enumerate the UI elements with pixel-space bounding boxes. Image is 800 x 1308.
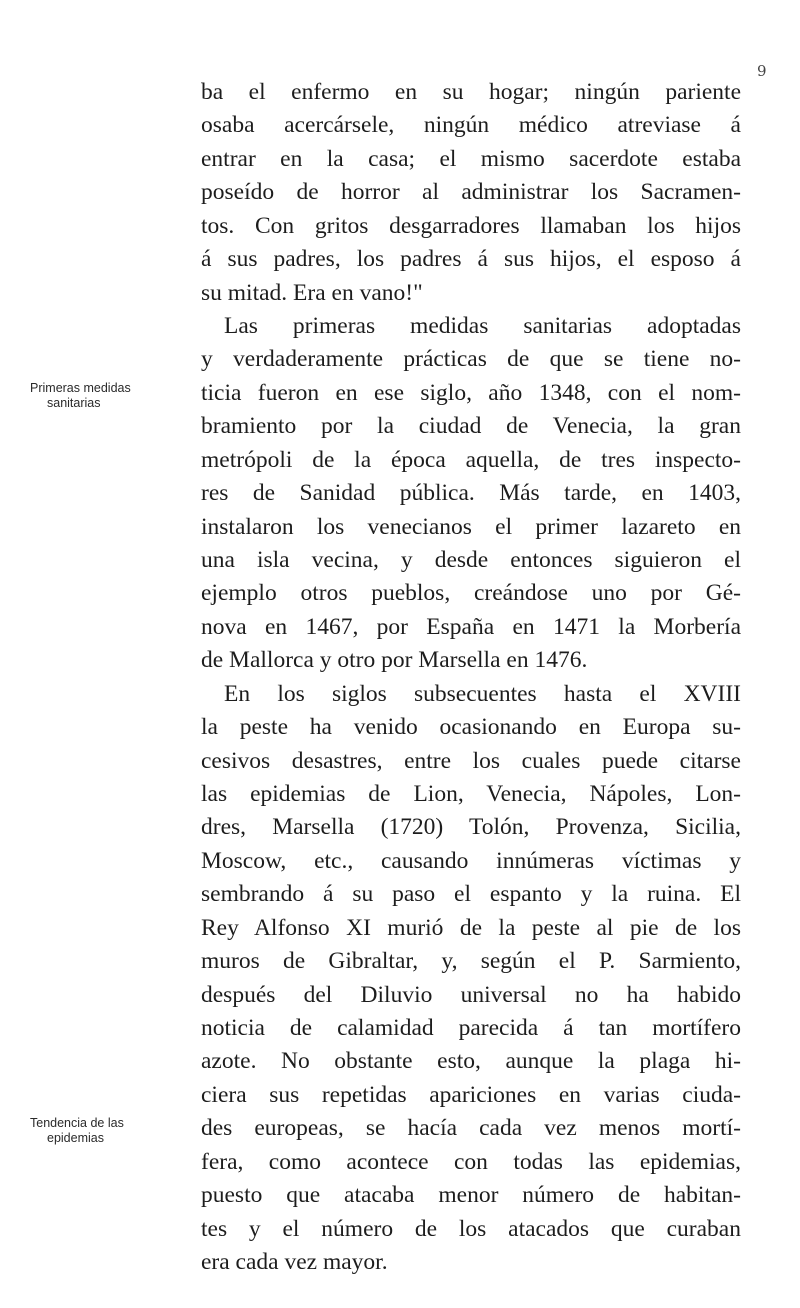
- text-line: tes y el número de los atacados que curaban: [201, 1215, 741, 1242]
- margin-note-primeras-medidas: [30, 381, 210, 411]
- text-line: res de Sanidad pública. Más tarde, en 1403,: [201, 480, 741, 507]
- text-line: una isla vecina, y desde entonces siguieron el: [201, 547, 741, 573]
- text-line: osaba acercársele, ningún médico atreviase á: [201, 112, 741, 139]
- text-line: bramiento por la ciudad de Venecia, la gran: [201, 413, 741, 440]
- text-line: dres, Marsella (1720) Tolón, Provenza, Sicilia,: [201, 814, 741, 841]
- text-line: era cada vez mayor.: [201, 1249, 388, 1275]
- margin-note-line: sanitarias: [47, 395, 101, 410]
- margin-note-tendencia: [30, 1116, 210, 1146]
- text-line: instalaron los venecianos el primer lazareto en: [201, 513, 741, 540]
- page-number: 9: [757, 62, 767, 80]
- text-line: fera, como acontece con todas las epidemias,: [201, 1148, 741, 1175]
- text-line: ejemplo otros pueblos, creándose uno por Gé-: [201, 580, 741, 607]
- margin-note-line: Primeras medidas: [30, 380, 131, 395]
- text-line: puesto que atacaba menor número de habitan-: [201, 1182, 741, 1209]
- text-line: Moscow, etc., causando innúmeras víctimas y: [201, 847, 741, 874]
- text-line: Rey Alfonso XI murió de la peste al pie de los: [201, 914, 741, 941]
- text-line: entrar en la casa; el mismo sacerdote estaba: [201, 145, 741, 172]
- text-line: ciera sus repetidas apariciones en varias ciuda-: [201, 1081, 741, 1108]
- text-line: poseído de horror al administrar los Sacramen-: [201, 179, 741, 206]
- text-line: á sus padres, los padres á sus hijos, el esposo á: [201, 246, 741, 273]
- text-line: azote. No obstante esto, aunque la plaga hi-: [201, 1048, 741, 1075]
- text-line: la peste ha venido ocasionando en Europa su-: [201, 714, 741, 741]
- text-line: de Mallorca y otro por Marsella en 1476.: [201, 647, 588, 674]
- text-line: las epidemias de Lion, Venecia, Nápoles, Lon-: [201, 781, 741, 807]
- text-line: nova en 1467, por España en 1471 la Morbería: [201, 613, 741, 640]
- margin-note-line: Tendencia de las: [30, 1116, 124, 1131]
- text-line: noticia de calamidad parecida á tan mortífero: [201, 1015, 741, 1041]
- text-line: y verdaderamente prácticas de que se tiene no-: [201, 346, 741, 373]
- text-line: des europeas, se hacía cada vez menos mortí-: [201, 1115, 741, 1142]
- text-line: Las primeras medidas sanitarias adoptadas: [224, 313, 741, 339]
- margin-note-line: epidemias: [47, 1131, 104, 1146]
- text-line: después del Diluvio universal no ha habido: [201, 981, 741, 1008]
- text-line: metrópoli de la época aquella, de tres inspecto-: [201, 446, 741, 473]
- text-line: tos. Con gritos desgarradores llamaban los hijos: [201, 212, 741, 239]
- text-line: ba el enfermo en su hogar; ningún pariente: [201, 79, 741, 105]
- text-line: cesivos desastres, entre los cuales puede citarse: [201, 747, 741, 774]
- text-line: En los siglos subsecuentes hasta el XVIII: [224, 680, 741, 707]
- text-line: su mitad. Era en vano!": [201, 279, 423, 306]
- text-line: sembrando á su paso el espanto y la ruina. El: [201, 881, 741, 908]
- text-line: ticia fueron en ese siglo, año 1348, con el nom-: [201, 379, 741, 406]
- text-line: muros de Gibraltar, y, según el P. Sarmiento,: [201, 948, 741, 975]
